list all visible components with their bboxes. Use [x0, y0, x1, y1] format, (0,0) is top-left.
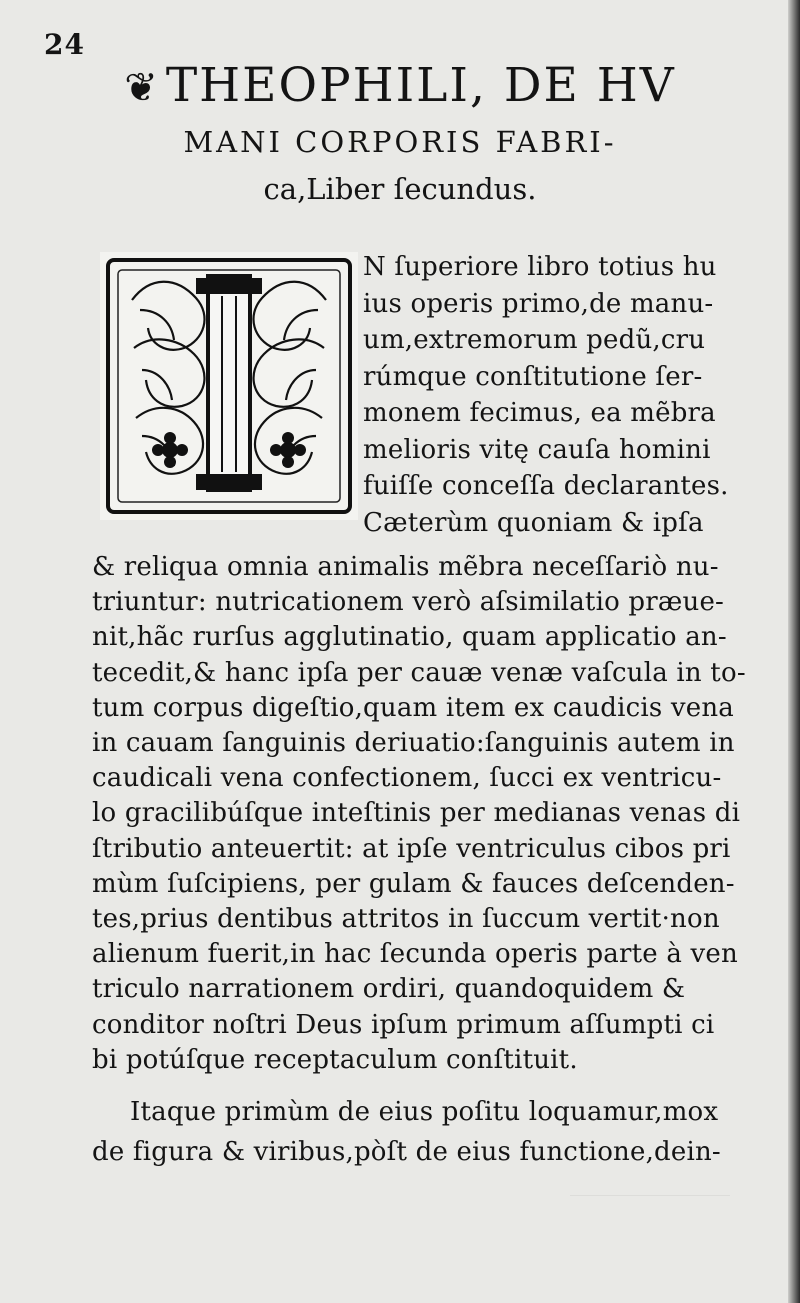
text-line: tum corpus digeſtio,quam item ex caudicis vena [92, 692, 735, 723]
text-line: conditor noſtri Deus ipſum primum aſſumpti ci [92, 1009, 715, 1040]
text-line: melioris vitę cauſa homini [363, 434, 711, 465]
title-line-3: ca,Liber ſecundus. [263, 172, 537, 206]
text-line: nit,hãc rurſus agglutinatio, quam applicatio an- [92, 622, 727, 653]
text-line: bi potúſque receptaculum conſtituit. [92, 1044, 578, 1075]
text-line: ſtributio anteuertit: at ipſe ventriculus cibos pri [92, 833, 731, 864]
text-line: in cauam ſanguinis deriuatio:ſanguinis autem in [92, 728, 735, 758]
decorated-initial-svg [100, 252, 358, 520]
text-line: tes,prius dentibus attritos in ſuccum vertit·non [92, 904, 720, 934]
text-line: caudicali vena confectionem, ſucci ex ventricu- [92, 763, 722, 794]
text-line: um,extremorum pedũ,cru [363, 325, 706, 355]
decorated-initial-letter [100, 252, 358, 520]
text-line: Itaque primùm de eius poſitu loquamur,mox [130, 1097, 719, 1127]
text-line: lo gracilibúſque inteſtinis per medianas venas di [92, 798, 741, 829]
text-line: N ſuperiore libro totius hu [363, 252, 717, 282]
title-line-1 [60, 58, 740, 113]
text-line: triculo narrationem ordiri, quandoquidem & [92, 974, 686, 1005]
page-gutter-shadow [788, 0, 800, 1303]
title-line-2: MANI CORPORIS FABRI- [183, 125, 617, 159]
text-line: alienum fuerit,in hac ſecunda operis parte à ven [92, 939, 738, 970]
text-line: rúmque conſtitutione ſer- [363, 361, 703, 392]
text-line: fuiſſe conceſſa declarantes. [363, 471, 729, 501]
text-line: ius operis primo,de manu- [363, 288, 714, 319]
text-line: de figura & viribus,pòſt de eius functione,dein- [92, 1137, 721, 1167]
text-line: tecedit,& hanc ipſa per cauæ venæ vaſcula in to- [92, 657, 746, 688]
title-line-1-text: THEOPHILI, DE HV [165, 58, 676, 113]
text-line: & reliqua omnia animalis mẽbra neceſſariò nu- [92, 552, 719, 582]
fleuron-icon: ❦ [124, 65, 160, 111]
text-line: triuntur: nutricationem verò aſsimilatio præue- [92, 587, 725, 618]
text-line: monem fecimus, ea mẽbra [363, 398, 716, 428]
page-number: 24 [44, 28, 85, 61]
text-line: mùm ſuſcipiens, per gulam & fauces deſcenden- [92, 868, 735, 899]
text-line: Cæterùm quoniam & ipſa [363, 507, 704, 538]
faint-print-artifact [570, 1195, 730, 1236]
